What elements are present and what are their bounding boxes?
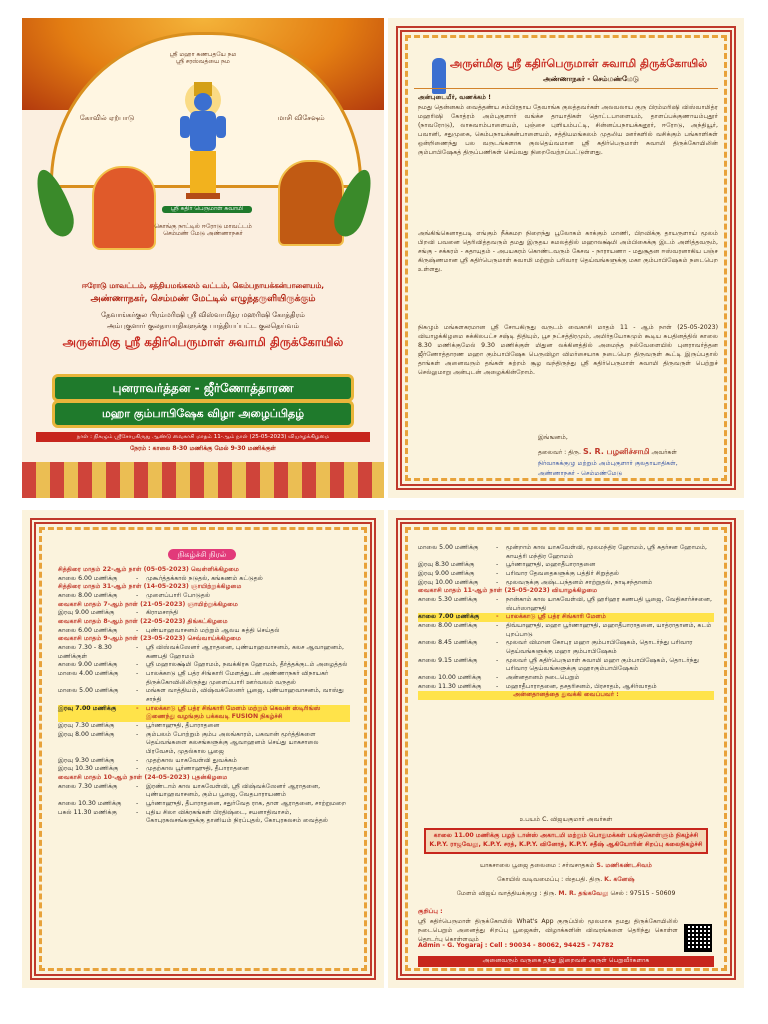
schedule-separator: - [496,639,499,647]
contact-1 [418,862,714,871]
schedule-time: காலை 7.30 மணிக்கு [58,782,118,790]
schedule-header [142,550,262,559]
schedule-time: இரவு 8.30 மணிக்கு [418,561,475,569]
contact-3-phone: செல் : 97515 - 50609 [610,890,676,897]
schedule-event: நான்காம் கால யாகவேள்வி, ஸ்ரீ ஹரிஹர கணபதி பூஜை, வேதிகார்ச்சனை, ஸ்பர்ஸாஹுதி [506,596,712,612]
schedule-page-2 [388,510,744,988]
place-line-2: அண்ணாநகர், செம்மண் மேட்டில் எழுந்தருளியிருக்கும் [90,294,316,304]
time-line: நேரம் : காலை 8-30 மணிக்கு மேல் 9-30 மணிக்குள் [130,445,276,452]
schedule-separator: - [136,670,139,678]
schedule-time: பகல் 11.30 மணிக்கு [58,808,117,816]
schedule-row [418,683,714,692]
schedule-heading-text: வைகாசி மாதம் 10-ஆம் நாள் (24-05-2023) புதன்கிழமை [58,774,228,782]
schedule-separator: - [136,782,139,790]
schedule-row [418,544,714,561]
schedule-heading-text: அன்னதானத்தை துவக்கி வைப்பவர் : [418,691,714,700]
schedule-separator: - [496,613,499,621]
schedule-row [418,561,714,570]
schedule-heading-text: வைகாசி மாதம் 8-ஆம் நாள் (22-05-2023) திங்கட்கிழமை [58,618,228,626]
banner-invitation: மஹா கும்பாபிஷேக விழா அழைப்பிதழ் [52,400,354,428]
schedule-event: ஸ்ரீ விஸ்வக்ஸேனர் ஆராதனை, புண்யாஹவாசனம், கலச ஆவாஹனம், கணபதி ஹோமம் [146,644,344,660]
schedule-row [58,575,350,584]
schedule-day-heading [58,583,350,592]
schedule-row [58,809,350,826]
contact-3-name: M. R. தங்கவேலு [558,890,609,897]
deity-caption: ஸ்ரீ கதிர் பெருமாள் சுவாமி [162,206,252,213]
letter-temple-title: அருள்மிகு ஸ்ரீ கதிர்பெருமாள் சுவாமி திருக்கோயில் [450,57,708,70]
info-head: குறிப்பு : [418,908,443,915]
letter-place: அண்ணாநகர் - செம்மண்மேடு [542,75,639,83]
schedule-time: காலை 11.30 மணிக்கு [418,682,482,690]
sign-org: நிர்வாகக்குழு மற்றும் அம்புகுளார் குலதாயாதிகள், [538,460,678,467]
schedule-separator: - [136,800,139,808]
place-line-1: ஈரோடு மாவட்டம், சத்தியமங்கலம் வட்டம், கெம்பநாயக்கன்பாளையம், [81,281,325,290]
schedule-time: இரவு 10.00 மணிக்கு [418,578,479,586]
schedule-row [58,687,350,704]
schedule-separator: - [136,765,139,773]
schedule-separator: - [136,704,139,712]
contact-1-label: யாகசாலை பூஜை தலைமை : சர்வசாதகம் [479,862,595,869]
sign-suffix: அவர்கள் [651,449,678,456]
footer-banner: அனைவரும் வருகை தந்து இறைவன் அருள் பெறுவீர்களாக [418,956,714,967]
schedule-day-heading [58,618,350,627]
sign-place: அண்ணாநகர் - செம்மண்மேடு [538,470,623,477]
schedule-heading-text: வைகாசி மாதம் 11-ஆம் நாள் (25-05-2023) வியாழக்கிழமை [418,587,598,595]
schedule-separator: - [496,570,499,578]
schedule-time: காலை 8.45 மணிக்கு [418,639,478,647]
schedule-separator: - [136,626,139,634]
schedule-separator: - [496,578,499,586]
schedule-time: காலை 6.00 மணிக்கு [58,626,118,634]
date-line: நாள் : நிகழும் ஸ்ரீசோபகிருது ஆண்டு வைகாசி மாதம் 11-ஆம் நாள் (25-05-2023) வியாழக்கிழமை [36,432,370,442]
schedule-row [418,657,714,674]
schedule-event: பாலக்காடு ஸ்ரீ பத்ர சிங்காரி மேளம் [506,613,606,621]
schedule-separator: - [496,622,499,630]
left-label: கோவில் ஏற்பாடு [79,114,135,122]
schedule-event: கும்பலம் போற்றும் கும்ப அலங்காரம், பகவான் மூர்த்திகளை தெய்வங்களை கலசங்களுக்கு ஆவாஹனம் செய்து யாகசாலை பிரவேசம், முதல்கால பூஜை [146,730,319,756]
invite-lines [112,224,294,238]
schedule-row [58,757,350,766]
schedule-section-bar [418,691,714,700]
schedule-row [58,592,350,601]
schedule-row [58,609,350,618]
schedule-row [418,622,714,639]
schedule-time: மாலை 5.00 மணிக்கு [58,687,119,695]
paragraph-1: நமது தென்னகம் வைத்தண்ய சம்பிரதாய தேவாங்க குலத்தவர்கள் அலவலாய குரு பிரம்மரிஷி விஸ்வாமித்ர மஹரிஷி கோத்ரம் அம்புகுளார் வங்க்ச தாயாதிகள் தொட்டபாளையம், தாளப்பக்குணாயம்புதூர் (நாவரோடு), லாசுவாம்பாளையம், புஞ்சை புளியம்பட்டி, சின்னப்பநாயக்கனூர், ஈரோடு, அந்தியூர், பவானி, சதுமுகை, கெம்பநாயக்கன்பாளையம், சத்தியமங்கலம் முதலிய ஊர்களில் வசிக்கும் பங்காளிகள் ஒன்றிணைந்து பல வருடங்களாக குலதெய்வமான ஸ்ரீ கதிர்பெருமாள் சுவாமி திருக்கோயிலின் கும்பாபிஷேகத் திருப்பணிகள் செய்வது நிறைவேற்றப்பட்டுள்ளது. [418,104,718,156]
opener-line: உபயம் C. விஜயகுமார் அவர்கள் [519,816,613,823]
schedule-separator: - [136,592,139,600]
schedule-separator: - [136,808,139,816]
qr-code-icon [684,924,712,952]
schedule-event: பாலக்காடு ஸ்ரீ பத்ர சிங்காரி மேளம் மற்றும் கெவன் ஸ்டிரிங்ஸ் இணைந்து வழங்கும் பக்கவடி FUSION நிகழ்ச்சி [146,704,321,721]
schedule-time: காலை 9.15 மணிக்கு [418,656,478,664]
schedule-separator: - [136,756,139,764]
schedule-time: இரவு 7.30 மணிக்கு [58,722,115,730]
schedule-event: மஹாதீபாராதனை, தசதரிசனம், பிரசாதம், ஆசிர்வாதம் [506,682,657,690]
schedule-separator: - [136,644,139,652]
schedule-event: பூர்ணாஹுதி, மஹாதீபாராதனை [506,561,596,569]
schedule-event: முதற்கால யாகவேள்வி துவக்கம் [146,756,237,764]
schedule-row [58,627,350,636]
sign-name: S. R. பழனிச்சாமி [582,447,650,456]
contact-2-name: K. கனேஷ் [604,876,635,883]
schedule-page-1 [22,510,384,988]
schedule-time: காலை 8.00 மணிக்கு [58,592,118,600]
schedule-separator: - [496,674,499,682]
schedule-time: காலை 10.00 மணிக்கு [418,674,482,682]
schedule-event: பூர்ணாஹுதி, தீபாராதனை [146,722,220,730]
schedule-event: மூலவருக்கு அஷ்டபந்தனம் சாற்றுதல், நாடிசந்தானம் [506,578,653,586]
schedule-row [58,670,350,687]
schedule-separator: - [136,609,139,617]
schedule-list [418,544,714,700]
contact-2-label: கோயில் வடிவமைப்பு : ஸ்தபதி. திரு. [497,876,603,883]
schedule-row [58,800,350,809]
schedule-row [418,570,714,579]
schedule-event: பரிவார தேவதைகளுக்கு பத்திர் சிறுத்தல் [506,570,620,578]
top-blessing [153,52,253,66]
schedule-row [58,783,350,800]
signature-line [538,446,718,458]
sign-intro: இங்ஙனம், [538,434,568,441]
schedule-event: பூர்ணாஹுதி, தீபாராதனை, சதுர்வேத ராக, தாள ஆராதனை, சாற்றுமறை [146,800,347,808]
schedule-day-heading [418,587,714,596]
schedule-event: புண்யாஹவாசனம் மற்றும் ஆலய சுத்தி செய்தல் [146,626,280,634]
schedule-event: மூலவர் விமான கோபுர மஹா கும்பாபிஷேகம், தொடர்ந்து பரிவார தெய்வங்களுக்கு மஹா கும்பாபிஷேகம் [506,639,693,656]
schedule-list [58,566,350,826]
schedule-event: முகூர்த்தக்கால் நடுதல், கங்கணம் கட்டுதல் [146,574,263,582]
invite-line-2: செம்மண் மேடு அண்ணாநகர் [163,229,243,237]
gods-line-1: தேவாங்கர்குல பிரம்மரிஷி ஸ்ரீ விஸ்வாமித்ர மஹரிஷி கோத்திரம் [101,311,305,319]
schedule-event: அன்னதானம் நடைபெறும் [506,674,580,682]
schedule-time: காலை 10.30 மணிக்கு [58,800,122,808]
schedule-event: மூலவர் ஸ்ரீ கதிர்பெருமாள் சுவாமி மஹா கும்பாபிஷேகம், தொடர்ந்து பரிவார தெய்வங்களுக்கு மஹாகும்பாபிஷேகம் [506,656,699,673]
paragraph-3: நிகழும் மங்களகரமான ஸ்ரீ சோபகிருது வருடம் வைகாசி மாதம் 11 - ஆம் நாள் (25-05-2023) வியாழக்கிழமை சுக்கிலபட்ச சஷ்டி திதியும், பூச நட்சத்திரமும், அமிர்தயோகமும் கூடிய சுபதினத்தில் காலை 8.30 மணிக்குமேல் 9.30 மணிக்குள் மிதுன லக்கினத்தில் அமைந்த நல்வேளையில் புனராவர்த்தன ஜீர்ணோத்தாரண மஹா கும்பாபிஷேக பெருவிழா விமர்சையாக நடைபெற திருவருள் கூட்டி இருப்பதால் தாங்கள் அனைவரும் தங்கள் சுற்றம் சூழ வந்திருந்து ஸ்ரீ கதிர்பெருமாள் சுவாமி திருவருள் பெற்றுச் செல்லுமாறு அன்புடன் அழைக்கின்றோம். [418,324,718,376]
contact-3-label: மேளம் விஜய் வாத்தியக்குழு : திரு. [456,890,557,897]
gods-line-2: அம்புகுளார் குலதாயாதிகளுக்கு பாத்தியப்பட்ட குலதெய்வம் [107,322,299,330]
schedule-separator: - [496,682,499,690]
deity-image [172,78,234,202]
schedule-row [58,705,350,722]
divider [414,88,718,89]
schedule-event: முளைப்பாரி போடுதல் [146,592,211,600]
schedule-row [418,674,714,683]
schedule-event: புதிய சிலா விக்ரகங்கள் பிரதிஷ்டை, சயனாதிவாசம், கோபுரகலசங்களுக்கு தானியம் நிரப்புதல், கோபுரகலசம் வைத்தல் [146,808,329,825]
schedule-time: காலை 7.00 மணிக்கு [418,613,480,621]
schedule-time: இரவு 8.00 மணிக்கு [58,730,115,738]
banner-renovation: புனராவர்த்தன - ஜீர்ணோத்தாரண [52,374,354,402]
admin-contact: Admin - G. Yogaraj : Cell : 90034 - 80062, 94425 - 74782 [418,942,614,949]
schedule-row [418,579,714,588]
schedule-time: காலை 5.30 மணிக்கு [418,596,478,604]
paragraph-2: அங்கிங்கெனாதபடி எங்கும் நீக்கமற நிறைந்து பூலோகம் காக்கும் மாணி, பிறவிக்கு தாயருளாய் மூலம் பிறவி பவனை தெரிவித்தவரும் தமது இருதய கமலத்தில் மஹாலக்ஷ்மி அம்பிகைக்கு இடம் அளித்தவரும், சங்கு - சக்கரம் - கதாயுதம் - அபயகரம் கொண்டவரும் கேசவ - நாராயணா - மதுசூதன ஈஸ்வரனாகிய பஞ்ச கிருஷ்ணமான ஸ்ரீ கதிர்பெருமாள் சுவாமி மற்றும் பரிவார தெய்வங்களுக்கு மகா கும்பாபிஷேகம் நடைபெற உள்ளது. [418,230,718,273]
schedule-row [58,731,350,757]
schedule-time: காலை 7.30 - 8.30 மணிக்குள் [58,644,112,660]
cultural-event-box: காலை 11.00 மணிக்கு பழந் டான்ஸ் அகாடமி மற்றும் பொதுமக்கள் பங்குகொள்ளும் நிகழ்ச்சி K.P.Y. ராஜவேலு, K.P.Y. சரத், K.P.Y. வினோத், K.P.Y. சதீஷ் ஆகியோரின் சிறப்பு கலைநிகழ்ச்சி [424,828,708,854]
schedule-separator: - [136,722,139,730]
schedule-event: முதற்கால பூர்ணாஹுதி, தீபாராதனை [146,765,249,773]
schedule-event: கிராமசாந்தி [146,609,179,617]
right-label: மாசி விசேஷம் [277,114,325,122]
schedule-time: இரவு 9.30 மணிக்கு [58,756,115,764]
schedule-row [418,639,714,656]
schedule-separator: - [496,561,499,569]
schedule-time: இரவு 10.30 மணிக்கு [58,765,119,773]
schedule-row [58,722,350,731]
schedule-event: இரண்டாம் கால யாகவேள்வி, ஸ்ரீ விஷ்வக்ஸேனர் ஆராதனை, புண்யாஹவாசனம், கும்ப பூஜை, வேதபாராயணம் [146,782,321,799]
schedule-event: மூன்றாம் கால யாகவேள்வி, மூலமந்திர ஹோமம், ஸ்ரீ சுதர்சன ஹோமம், காயத்ரி மந்திர ஹோமம் [506,544,708,560]
sign-label: தலைவர் : திரு. [538,449,581,456]
schedule-day-heading [58,566,350,575]
schedule-time: காலை 8.00 மணிக்கு [418,622,478,630]
schedule-time: இரவு 9.00 மணிக்கு [418,570,475,578]
schedule-heading-text: சித்திரை மாதம் 31-ஆம் நாள் (14-05-2023) ஞாயிற்றுக்கிழமை [58,583,242,591]
schedule-heading-text: வைகாசி மாதம் 9-ஆம் நாள் (23-05-2023) செவ்வாய்க்கிழமை [58,635,241,643]
schedule-event: திவ்யாஹுதி, மஹா பூர்ணாஹுதி, மஹாதீபாராதனை, யாத்ராதானம், கடம் புறப்பாடு [506,622,712,638]
blessing-line-1: ஸ்ரீ மஹா கணபதயே நம [169,51,237,58]
schedule-time: மாலை 4.00 மணிக்கு [58,670,119,678]
schedule-row [58,765,350,774]
schedule-separator: - [496,544,499,551]
schedule-event: மங்கள வாத்தியம், விஷ்வக்ஸேனர் பூஜை, புண்யாஹவாசனம், வாஸ்து சாந்தி [146,687,344,704]
schedule-day-heading [58,635,350,644]
schedule-day-heading [58,774,350,783]
schedule-event: பாலக்காடு ஸ்ரீ பத்ர சிங்காரி மேளத்துடன் அண்ணாநகர் விநாயகர் திருக்கோவிலிலிருந்து முளைப்பாரி ஊர்வலம் வருதல் [146,670,329,686]
schedule-separator: - [496,596,499,604]
schedule-time: காலை 6.00 மணிக்கு [58,574,118,582]
schedule-row [418,613,714,622]
temple-title: அருள்மிகு ஸ்ரீ கதிர்பெருமாள் சுவாமி திருக்கோயில் [62,335,344,349]
schedule-separator: - [136,574,139,582]
schedule-separator: - [496,656,499,664]
schedule-row [418,596,714,613]
schedule-heading-text: வைகாசி மாதம் 7-ஆம் நாள் (21-05-2023) ஞாயிற்றுக்கிழமை [58,600,238,608]
schedule-row [58,644,350,661]
bottom-border-decoration [22,462,384,498]
invite-line-1: கொங்கு நாட்டில் ஈரோடு மாவட்டம் [154,223,252,230]
schedule-day-heading [58,601,350,610]
schedule-time: மாலை 5.00 மணிக்கு [418,544,479,551]
cover-page [22,18,384,498]
schedule-header-label: நிகழ்ச்சி நிரல் [168,549,237,560]
schedule-time: இரவு 9.00 மணிக்கு [58,609,115,617]
contact-2 [418,876,714,885]
schedule-time: காலை 9.00 மணிக்கு [58,661,118,669]
greeting: அன்புடையீர், வணக்கம் ! [418,94,491,101]
schedule-separator: - [136,730,139,738]
schedule-separator: - [136,687,139,695]
info-text: ஸ்ரீ கதிர்பெருமாள் திருக்கோயில் What's App குரூப்பில் மூலமாக தமது திருக்கோயிலில் நடைபெறும் அனைத்து சிறப்பு பூஜைகள், விழாக்களின் விவரங்களை தெரிந்து கொள்ள தொடர்பு கொள்ளவும் [418,918,678,943]
schedule-time: இரவு 7.00 மணிக்கு [58,704,117,712]
contact-1-name: S. மணிகண்டசிவம் [596,862,653,869]
schedule-separator: - [136,661,139,669]
schedule-heading-text: சித்திரை மாதம் 22-ஆம் நாள் (05-05-2023) வெள்ளிக்கிழமை [58,566,239,573]
contact-3 [418,890,714,899]
schedule-event: ஸ்ரீ மஹாலக்ஷ்மி ஹோமம், நவக்கிரக ஹோமம், தீர்த்தக்குடம் அழைத்தல் [146,661,348,669]
blessing-line-2: ஸ்ரீ சரஸ்வத்யை நம [176,57,230,65]
schedule-row [58,661,350,670]
invitation-letter-page [388,18,744,498]
